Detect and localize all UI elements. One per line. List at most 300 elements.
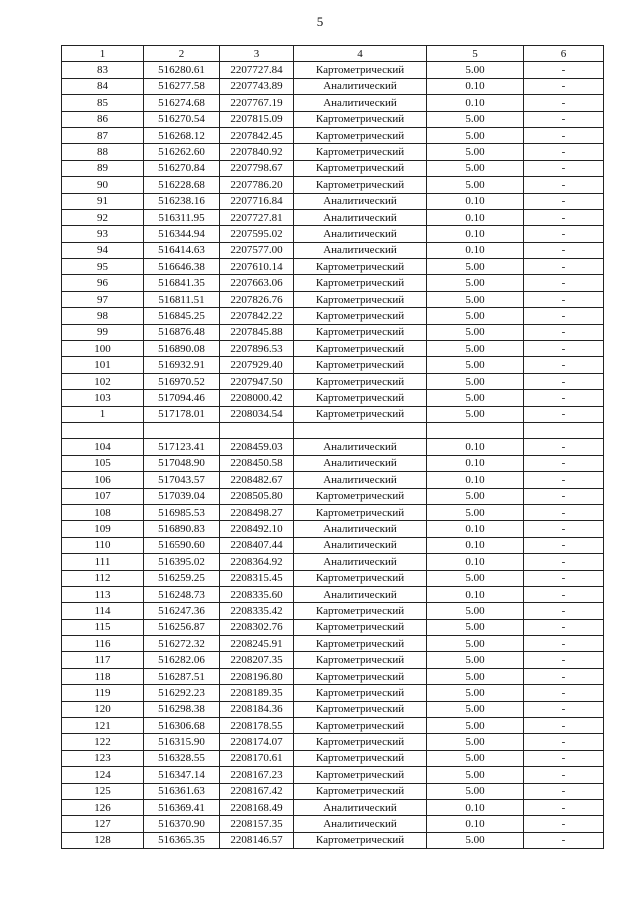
- y-coordinate-cell: 2208302.76: [220, 619, 294, 635]
- point-number-cell: 113: [62, 586, 144, 602]
- x-coordinate-cell: 517123.41: [144, 439, 220, 455]
- method-cell: Картометрический: [294, 357, 427, 373]
- note-cell: -: [524, 554, 604, 570]
- note-cell: -: [524, 439, 604, 455]
- table-row: [62, 718, 604, 734]
- x-coordinate-cell: 516262.60: [144, 144, 220, 160]
- point-number-cell: 87: [62, 127, 144, 143]
- point-number-cell: 111: [62, 554, 144, 570]
- y-coordinate-cell: 2208184.36: [220, 701, 294, 717]
- method-cell: Аналитический: [294, 537, 427, 553]
- point-number-cell: 115: [62, 619, 144, 635]
- accuracy-cell: 0.10: [427, 521, 524, 537]
- y-coordinate-cell: 2208505.80: [220, 488, 294, 504]
- note-cell: -: [524, 95, 604, 111]
- method-cell: Картометрический: [294, 62, 427, 78]
- table-row: [62, 439, 604, 455]
- note-cell: -: [524, 259, 604, 275]
- note-cell: -: [524, 619, 604, 635]
- table-row: [62, 521, 604, 537]
- accuracy-cell: 5.00: [427, 357, 524, 373]
- x-coordinate-cell: 516287.51: [144, 668, 220, 684]
- accuracy-cell: 5.00: [427, 127, 524, 143]
- point-number-cell: 97: [62, 291, 144, 307]
- y-coordinate-cell: 2207743.89: [220, 78, 294, 94]
- note-cell: -: [524, 734, 604, 750]
- accuracy-cell: 5.00: [427, 619, 524, 635]
- accuracy-cell: 0.10: [427, 455, 524, 471]
- table-header-row: [62, 46, 604, 62]
- y-coordinate-cell: 2208245.91: [220, 636, 294, 652]
- note-cell: -: [524, 78, 604, 94]
- note-cell: -: [524, 636, 604, 652]
- y-coordinate-cell: 2208364.92: [220, 554, 294, 570]
- table-row: [62, 668, 604, 684]
- y-coordinate-cell: 2208335.60: [220, 586, 294, 602]
- note-cell: -: [524, 767, 604, 783]
- table-row: [62, 242, 604, 258]
- method-cell: Картометрический: [294, 341, 427, 357]
- y-coordinate-cell: [220, 422, 294, 438]
- x-coordinate-cell: 516347.14: [144, 767, 220, 783]
- point-number-cell: 125: [62, 783, 144, 799]
- x-coordinate-cell: 516876.48: [144, 324, 220, 340]
- accuracy-cell: 5.00: [427, 62, 524, 78]
- method-cell: Картометрический: [294, 373, 427, 389]
- note-cell: -: [524, 62, 604, 78]
- method-cell: Картометрический: [294, 603, 427, 619]
- table-row: [62, 373, 604, 389]
- y-coordinate-cell: 2207663.06: [220, 275, 294, 291]
- method-cell: Аналитический: [294, 799, 427, 815]
- point-number-cell: 108: [62, 504, 144, 520]
- note-cell: -: [524, 226, 604, 242]
- method-cell: Аналитический: [294, 226, 427, 242]
- note-cell: -: [524, 472, 604, 488]
- table-row: [62, 62, 604, 78]
- table-row: [62, 816, 604, 832]
- y-coordinate-cell: 2208170.61: [220, 750, 294, 766]
- y-coordinate-cell: 2208196.80: [220, 668, 294, 684]
- point-number-cell: 85: [62, 95, 144, 111]
- method-cell: Картометрический: [294, 144, 427, 160]
- accuracy-cell: 5.00: [427, 308, 524, 324]
- point-number-cell: 128: [62, 832, 144, 848]
- note-cell: -: [524, 537, 604, 553]
- method-cell: Картометрический: [294, 570, 427, 586]
- y-coordinate-cell: 2208407.44: [220, 537, 294, 553]
- accuracy-cell: 0.10: [427, 586, 524, 602]
- point-number-cell: 127: [62, 816, 144, 832]
- table-row: [62, 701, 604, 717]
- column-header: 5: [427, 46, 524, 62]
- point-number-cell: 84: [62, 78, 144, 94]
- x-coordinate-cell: 516646.38: [144, 259, 220, 275]
- point-number-cell: 95: [62, 259, 144, 275]
- point-number-cell: 86: [62, 111, 144, 127]
- accuracy-cell: 5.00: [427, 111, 524, 127]
- y-coordinate-cell: 2207826.76: [220, 291, 294, 307]
- x-coordinate-cell: 516890.08: [144, 341, 220, 357]
- y-coordinate-cell: 2207786.20: [220, 177, 294, 193]
- x-coordinate-cell: 516328.55: [144, 750, 220, 766]
- accuracy-cell: 0.10: [427, 78, 524, 94]
- x-coordinate-cell: 517039.04: [144, 488, 220, 504]
- table-row: [62, 652, 604, 668]
- point-number-cell: 92: [62, 209, 144, 225]
- x-coordinate-cell: 517048.90: [144, 455, 220, 471]
- point-number-cell: 126: [62, 799, 144, 815]
- point-number-cell: 1: [62, 406, 144, 422]
- point-number-cell: 104: [62, 439, 144, 455]
- method-cell: Картометрический: [294, 685, 427, 701]
- table-row: [62, 193, 604, 209]
- table-row: [62, 341, 604, 357]
- accuracy-cell: 5.00: [427, 341, 524, 357]
- note-cell: -: [524, 783, 604, 799]
- y-coordinate-cell: 2207767.19: [220, 95, 294, 111]
- note-cell: -: [524, 357, 604, 373]
- method-cell: Аналитический: [294, 521, 427, 537]
- accuracy-cell: 5.00: [427, 373, 524, 389]
- table-row: [62, 636, 604, 652]
- accuracy-cell: [427, 422, 524, 438]
- y-coordinate-cell: 2207716.84: [220, 193, 294, 209]
- column-header: 4: [294, 46, 427, 62]
- point-number-cell: 88: [62, 144, 144, 160]
- x-coordinate-cell: 516315.90: [144, 734, 220, 750]
- x-coordinate-cell: 516238.16: [144, 193, 220, 209]
- y-coordinate-cell: 2208492.10: [220, 521, 294, 537]
- y-coordinate-cell: 2207947.50: [220, 373, 294, 389]
- note-cell: -: [524, 718, 604, 734]
- table-row: [62, 291, 604, 307]
- y-coordinate-cell: 2207610.14: [220, 259, 294, 275]
- method-cell: Аналитический: [294, 816, 427, 832]
- point-number-cell: 83: [62, 62, 144, 78]
- table-row: [62, 685, 604, 701]
- table-row: [62, 570, 604, 586]
- accuracy-cell: 5.00: [427, 570, 524, 586]
- table-row: [62, 799, 604, 815]
- accuracy-cell: 5.00: [427, 652, 524, 668]
- method-cell: Картометрический: [294, 259, 427, 275]
- x-coordinate-cell: 516932.91: [144, 357, 220, 373]
- column-header: 1: [62, 46, 144, 62]
- x-coordinate-cell: 516414.63: [144, 242, 220, 258]
- note-cell: -: [524, 685, 604, 701]
- note-cell: [524, 422, 604, 438]
- note-cell: -: [524, 603, 604, 619]
- method-cell: Картометрический: [294, 406, 427, 422]
- table-row: [62, 619, 604, 635]
- method-cell: Картометрический: [294, 324, 427, 340]
- table-row: [62, 472, 604, 488]
- accuracy-cell: 5.00: [427, 259, 524, 275]
- table-row: [62, 95, 604, 111]
- x-coordinate-cell: 516841.35: [144, 275, 220, 291]
- point-number-cell: 107: [62, 488, 144, 504]
- table-row: [62, 455, 604, 471]
- table-row: [62, 734, 604, 750]
- x-coordinate-cell: 516280.61: [144, 62, 220, 78]
- y-coordinate-cell: 2208000.42: [220, 390, 294, 406]
- x-coordinate-cell: 516292.23: [144, 685, 220, 701]
- point-number-cell: 110: [62, 537, 144, 553]
- point-number-cell: 122: [62, 734, 144, 750]
- y-coordinate-cell: 2208034.54: [220, 406, 294, 422]
- x-coordinate-cell: 516590.60: [144, 537, 220, 553]
- point-number-cell: 91: [62, 193, 144, 209]
- accuracy-cell: 0.10: [427, 242, 524, 258]
- y-coordinate-cell: 2207840.92: [220, 144, 294, 160]
- x-coordinate-cell: 516298.38: [144, 701, 220, 717]
- x-coordinate-cell: 516256.87: [144, 619, 220, 635]
- point-number-cell: 121: [62, 718, 144, 734]
- x-coordinate-cell: 516370.90: [144, 816, 220, 832]
- method-cell: Аналитический: [294, 439, 427, 455]
- point-number-cell: 112: [62, 570, 144, 586]
- method-cell: Картометрический: [294, 767, 427, 783]
- table-row: [62, 537, 604, 553]
- column-header: 3: [220, 46, 294, 62]
- note-cell: -: [524, 832, 604, 848]
- method-cell: Картометрический: [294, 832, 427, 848]
- table-row: [62, 111, 604, 127]
- method-cell: Картометрический: [294, 488, 427, 504]
- method-cell: Аналитический: [294, 193, 427, 209]
- method-cell: Картометрический: [294, 668, 427, 684]
- y-coordinate-cell: 2207842.45: [220, 127, 294, 143]
- note-cell: -: [524, 799, 604, 815]
- note-cell: -: [524, 193, 604, 209]
- point-number-cell: 98: [62, 308, 144, 324]
- y-coordinate-cell: 2208315.45: [220, 570, 294, 586]
- table-row: [62, 603, 604, 619]
- accuracy-cell: 5.00: [427, 160, 524, 176]
- accuracy-cell: 5.00: [427, 636, 524, 652]
- note-cell: -: [524, 127, 604, 143]
- table-row: [62, 488, 604, 504]
- table-row: [62, 209, 604, 225]
- accuracy-cell: 5.00: [427, 275, 524, 291]
- page-number: 5: [316, 14, 324, 29]
- table-row: [62, 226, 604, 242]
- point-number-cell: 118: [62, 668, 144, 684]
- point-number-cell: 114: [62, 603, 144, 619]
- table-row: [62, 767, 604, 783]
- method-cell: Картометрический: [294, 390, 427, 406]
- method-cell: Аналитический: [294, 209, 427, 225]
- table-row: [62, 406, 604, 422]
- method-cell: Аналитический: [294, 78, 427, 94]
- y-coordinate-cell: 2208178.55: [220, 718, 294, 734]
- method-cell: Картометрический: [294, 308, 427, 324]
- accuracy-cell: 5.00: [427, 685, 524, 701]
- x-coordinate-cell: 516248.73: [144, 586, 220, 602]
- note-cell: -: [524, 455, 604, 471]
- note-cell: -: [524, 488, 604, 504]
- y-coordinate-cell: 2207842.22: [220, 308, 294, 324]
- accuracy-cell: 5.00: [427, 488, 524, 504]
- x-coordinate-cell: 516985.53: [144, 504, 220, 520]
- method-cell: [294, 422, 427, 438]
- point-number-cell: 90: [62, 177, 144, 193]
- note-cell: -: [524, 816, 604, 832]
- accuracy-cell: 5.00: [427, 291, 524, 307]
- y-coordinate-cell: 2207798.67: [220, 160, 294, 176]
- x-coordinate-cell: 516344.94: [144, 226, 220, 242]
- x-coordinate-cell: 516274.68: [144, 95, 220, 111]
- accuracy-cell: 0.10: [427, 95, 524, 111]
- y-coordinate-cell: 2207595.02: [220, 226, 294, 242]
- point-number-cell: 106: [62, 472, 144, 488]
- table-row: [62, 783, 604, 799]
- y-coordinate-cell: 2208335.42: [220, 603, 294, 619]
- table-body: [62, 62, 604, 849]
- accuracy-cell: 0.10: [427, 554, 524, 570]
- table-row: [62, 275, 604, 291]
- accuracy-cell: 5.00: [427, 668, 524, 684]
- method-cell: Картометрический: [294, 701, 427, 717]
- point-number-cell: [62, 422, 144, 438]
- point-number-cell: 124: [62, 767, 144, 783]
- coordinates-table: [61, 45, 604, 849]
- x-coordinate-cell: 516811.51: [144, 291, 220, 307]
- y-coordinate-cell: 2207727.81: [220, 209, 294, 225]
- column-header: 2: [144, 46, 220, 62]
- accuracy-cell: 5.00: [427, 390, 524, 406]
- accuracy-cell: 0.10: [427, 472, 524, 488]
- method-cell: Картометрический: [294, 619, 427, 635]
- note-cell: -: [524, 209, 604, 225]
- table-row: [62, 78, 604, 94]
- x-coordinate-cell: 516270.54: [144, 111, 220, 127]
- method-cell: Картометрический: [294, 127, 427, 143]
- point-number-cell: 99: [62, 324, 144, 340]
- method-cell: Картометрический: [294, 734, 427, 750]
- note-cell: -: [524, 177, 604, 193]
- accuracy-cell: 5.00: [427, 701, 524, 717]
- accuracy-cell: 0.10: [427, 799, 524, 815]
- accuracy-cell: 5.00: [427, 750, 524, 766]
- point-number-cell: 123: [62, 750, 144, 766]
- accuracy-cell: 0.10: [427, 439, 524, 455]
- y-coordinate-cell: 2208157.35: [220, 816, 294, 832]
- method-cell: Картометрический: [294, 652, 427, 668]
- table-row: [62, 324, 604, 340]
- accuracy-cell: 5.00: [427, 177, 524, 193]
- y-coordinate-cell: 2207727.84: [220, 62, 294, 78]
- note-cell: -: [524, 324, 604, 340]
- x-coordinate-cell: 516369.41: [144, 799, 220, 815]
- x-coordinate-cell: 516270.84: [144, 160, 220, 176]
- note-cell: -: [524, 308, 604, 324]
- note-cell: -: [524, 160, 604, 176]
- x-coordinate-cell: 516361.63: [144, 783, 220, 799]
- y-coordinate-cell: 2208459.03: [220, 439, 294, 455]
- point-number-cell: 102: [62, 373, 144, 389]
- table-row: [62, 357, 604, 373]
- method-cell: Картометрический: [294, 750, 427, 766]
- table-row: [62, 144, 604, 160]
- accuracy-cell: 5.00: [427, 603, 524, 619]
- method-cell: Картометрический: [294, 783, 427, 799]
- x-coordinate-cell: 516306.68: [144, 718, 220, 734]
- y-coordinate-cell: 2208482.67: [220, 472, 294, 488]
- accuracy-cell: 5.00: [427, 767, 524, 783]
- y-coordinate-cell: 2207896.53: [220, 341, 294, 357]
- note-cell: -: [524, 504, 604, 520]
- note-cell: -: [524, 390, 604, 406]
- point-number-cell: 89: [62, 160, 144, 176]
- note-cell: -: [524, 750, 604, 766]
- x-coordinate-cell: 516228.68: [144, 177, 220, 193]
- x-coordinate-cell: [144, 422, 220, 438]
- table-row: [62, 504, 604, 520]
- point-number-cell: 120: [62, 701, 144, 717]
- method-cell: Картометрический: [294, 636, 427, 652]
- point-number-cell: 109: [62, 521, 144, 537]
- method-cell: Аналитический: [294, 95, 427, 111]
- table-row: [62, 160, 604, 176]
- note-cell: -: [524, 652, 604, 668]
- table-row: [62, 750, 604, 766]
- x-coordinate-cell: 516282.06: [144, 652, 220, 668]
- y-coordinate-cell: 2208168.49: [220, 799, 294, 815]
- y-coordinate-cell: 2207815.09: [220, 111, 294, 127]
- point-number-cell: 96: [62, 275, 144, 291]
- point-number-cell: 101: [62, 357, 144, 373]
- x-coordinate-cell: 516277.58: [144, 78, 220, 94]
- accuracy-cell: 5.00: [427, 783, 524, 799]
- y-coordinate-cell: 2207845.88: [220, 324, 294, 340]
- method-cell: Картометрический: [294, 291, 427, 307]
- accuracy-cell: 5.00: [427, 144, 524, 160]
- method-cell: Картометрический: [294, 177, 427, 193]
- accuracy-cell: 5.00: [427, 504, 524, 520]
- accuracy-cell: 0.10: [427, 209, 524, 225]
- table-row: [62, 832, 604, 848]
- note-cell: -: [524, 341, 604, 357]
- table-row: [62, 259, 604, 275]
- accuracy-cell: 5.00: [427, 406, 524, 422]
- y-coordinate-cell: 2208146.57: [220, 832, 294, 848]
- point-number-cell: 116: [62, 636, 144, 652]
- y-coordinate-cell: 2208167.42: [220, 783, 294, 799]
- table-row: [62, 422, 604, 438]
- column-header: 6: [524, 46, 604, 62]
- y-coordinate-cell: 2207929.40: [220, 357, 294, 373]
- note-cell: -: [524, 668, 604, 684]
- x-coordinate-cell: 516970.52: [144, 373, 220, 389]
- y-coordinate-cell: 2208189.35: [220, 685, 294, 701]
- y-coordinate-cell: 2208167.23: [220, 767, 294, 783]
- note-cell: -: [524, 111, 604, 127]
- x-coordinate-cell: 517178.01: [144, 406, 220, 422]
- x-coordinate-cell: 517094.46: [144, 390, 220, 406]
- accuracy-cell: 5.00: [427, 832, 524, 848]
- point-number-cell: 100: [62, 341, 144, 357]
- x-coordinate-cell: 516890.83: [144, 521, 220, 537]
- table-row: [62, 177, 604, 193]
- accuracy-cell: 5.00: [427, 734, 524, 750]
- accuracy-cell: 5.00: [427, 324, 524, 340]
- accuracy-cell: 0.10: [427, 537, 524, 553]
- note-cell: -: [524, 242, 604, 258]
- table-row: [62, 390, 604, 406]
- x-coordinate-cell: 516272.32: [144, 636, 220, 652]
